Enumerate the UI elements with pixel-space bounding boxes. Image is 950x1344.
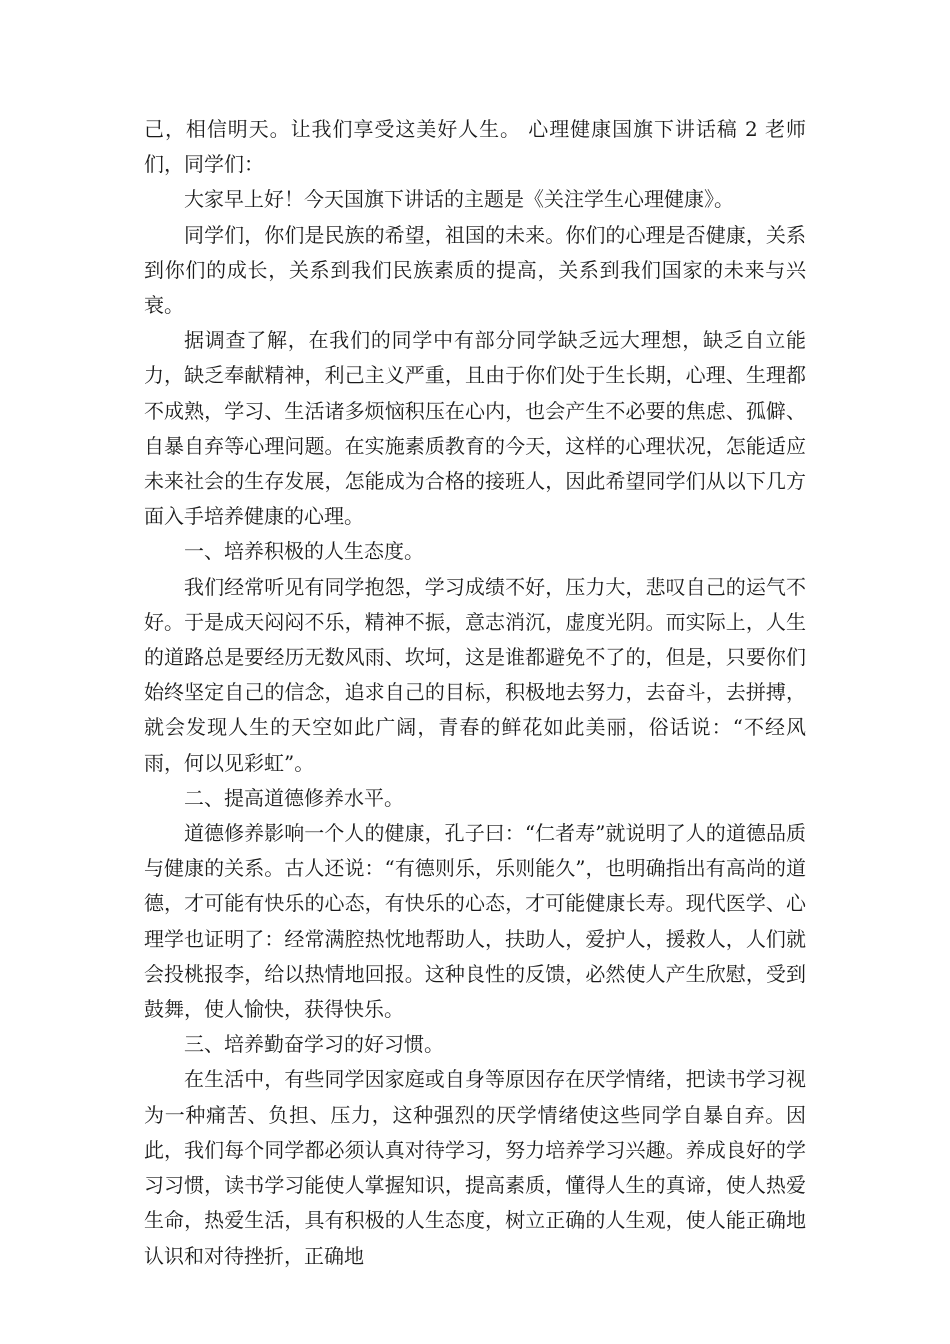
paragraph-3: 同学们，你们是民族的希望，祖国的未来。你们的心理是否健康，关系到你们的成长，关系到我们民族素质的提高，关系到我们国家的未来与兴衰。 xyxy=(144,222,806,318)
section-heading-2: 二、提高道德修养水平。 xyxy=(184,785,404,810)
section-heading-3: 三、培养勤奋学习的好习惯。 xyxy=(184,1032,444,1057)
paragraph-1: 己，相信明天。让我们享受这美好人生。 心理健康国旗下讲话稿 2 老师们，同学们： xyxy=(144,117,806,177)
paragraph-6: 道德修养影响一个人的健康，孔子曰：“仁者寿”就说明了人的道德品质与健康的关系。古人还说：“有德则乐，乐则能久”，也明确指出有高尚的道德，才可能有快乐的心态，有快乐的心态，才可能健康长寿。现代医学、心理学也证明了：经常满腔热忱地帮助人，扶助人，爱护人，援救人，人们就会投桃报李，给以热情地回报。这种良性的反馈，必然使人产生欣慰，受到鼓舞，使人愉快，获得快乐。 xyxy=(144,821,806,1022)
paragraph-2: 大家早上好！今天国旗下讲话的主题是《关注学生心理健康》。 xyxy=(184,187,734,212)
paragraph-5: 我们经常听见有同学抱怨，学习成绩不好，压力大，悲叹自己的运气不好。于是成天闷闷不乐，精神不振，意志消沉，虚度光阴。而实际上，人生的道路总是要经历无数风雨、坎坷，这是谁都避免不了的，但是，只要你们始终坚定自己的信念，追求自己的目标，积极地去努力，去奋斗，去拼搏，就会发现人生的天空如此广阔，青春的鲜花如此美丽，俗话说：“不经风雨，何以见彩虹”。 xyxy=(144,574,806,775)
section-heading-1: 一、培养积极的人生态度。 xyxy=(184,539,424,564)
document-body xyxy=(144,112,806,1274)
paragraph-7: 在生活中，有些同学因家庭或自身等原因存在厌学情绪，把读书学习视为一种痛苦、负担、压力，这种强烈的厌学情绪使这些同学自暴自弃。因此，我们每个同学都必须认真对待学习，努力培养学习兴趣。养成良好的学习习惯，读书学习能使人掌握知识，提高素质，懂得人生的真谛，使人热爱生命，热爱生活，具有积极的人生态度，树立正确的人生观，使人能正确地认识和对待挫折，正确地 xyxy=(144,1067,806,1268)
paragraph-4: 据调查了解，在我们的同学中有部分同学缺乏远大理想，缺乏自立能力，缺乏奉献精神，利己主义严重，且由于你们处于生长期，心理、生理都不成熟，学习、生活诸多烦恼积压在心内，也会产生不必要的焦虑、孤僻、自暴自弃等心理问题。在实施素质教育的今天，这样的心理状况，怎能适应未来社会的生存发展，怎能成为合格的接班人，因此希望同学们从以下几方面入手培养健康的心理。 xyxy=(144,328,806,529)
